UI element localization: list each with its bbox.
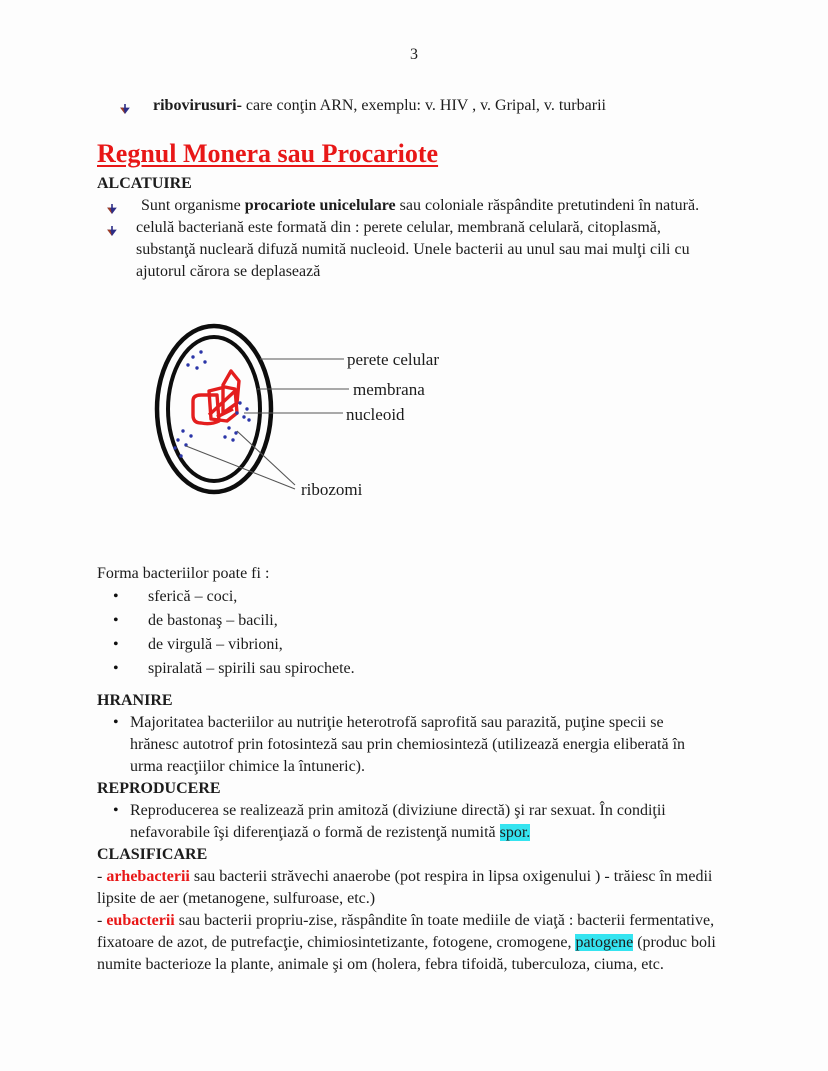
alcatuire-b2-line2: substanţă nucleară difuză numită nucleoid. Unele bacterii au unul sau mai mulţi cili cu xyxy=(136,241,690,258)
alcatuire-b2-line1: celulă bacteriană este formată din : perete celular, membrană celulară, citoplasmă, xyxy=(136,219,661,236)
eu-line2-pre: fixatoare de azot, de putrefacţie, chimiosintetizante, fotogene, cromogene, xyxy=(97,934,576,951)
list-item-virgula xyxy=(97,633,748,657)
list-item-ribovirusuri xyxy=(97,95,748,117)
hranire-line2: hrănesc autotrof prin fotosinteză sau prin chemiosinteză (utilizează energia eliberată în xyxy=(130,736,686,753)
bullet-dot-icon: • xyxy=(113,714,119,731)
forma-section xyxy=(97,563,748,681)
arrow-bullet-icon xyxy=(106,222,118,234)
hranire-paragraph xyxy=(97,712,748,778)
forma-item-label: de virgulă – vibrioni, xyxy=(148,636,283,653)
bullet-dot-icon: • xyxy=(113,802,119,819)
bullet-dot-icon: • xyxy=(113,588,119,605)
bacteria-cell-diagram xyxy=(97,319,748,509)
arrow-bullet-icon xyxy=(119,100,131,112)
alcatuire-b1-pre: Sunt organisme xyxy=(141,197,245,214)
diagram-label-membrana: membrana xyxy=(353,380,425,399)
alcatuire-b1-bold: procariote unicelulare xyxy=(244,197,396,214)
arhebacterii-paragraph xyxy=(97,866,748,910)
hranire-line1: Majoritatea bacteriilor au nutriţie heterotrofă saprofită sau parazită, puţine specii se xyxy=(130,714,664,731)
alcatuire-b1-post: sau coloniale răspândite pretutindeni în natură. xyxy=(395,197,700,214)
list-item-sferica xyxy=(97,585,748,609)
eu-dash: - xyxy=(97,912,107,929)
section-label-clasificare: CLASIFICARE xyxy=(97,846,208,863)
section-label-hranire: HRANIRE xyxy=(97,692,173,709)
forma-item-label: de bastonaş – bacili, xyxy=(148,612,278,629)
eu-line3: numite bacterioze la plante, animale şi om (holera, febra tifoidă, tuberculoza, ciuma, etc. xyxy=(97,956,664,973)
list-item-spiralata xyxy=(97,657,748,681)
intro-rest: care conţin ARN, exemplu: v. HIV , v. Gripal, v. turbarii xyxy=(241,97,606,114)
eubacterii-paragraph xyxy=(97,910,748,976)
bacteria-cell-svg xyxy=(97,319,517,509)
eu-line1: sau bacterii propriu-zise, răspândite în toate mediile de viaţă : bacterii fermentative, xyxy=(174,912,715,929)
term-arhebacterii: arhebacterii xyxy=(106,868,190,885)
page-number: 3 xyxy=(410,46,418,63)
list-item-organisme xyxy=(97,195,748,217)
arrow-bullet-icon xyxy=(106,200,118,212)
diagram-label-ribozomi: ribozomi xyxy=(301,480,363,499)
arhe-line1: sau bacterii străvechi anaerobe (pot respira in lipsa oxigenului ) - trăiesc în medii xyxy=(189,868,713,885)
list-item-bastonas xyxy=(97,609,748,633)
ribosome-dots xyxy=(173,350,250,457)
diagram-label-nucleoid: nucleoid xyxy=(346,405,405,424)
arhe-dash: - xyxy=(97,868,107,885)
list-item-celula-bacteriana xyxy=(97,217,748,283)
diagram-label-perete-celular: perete celular xyxy=(347,350,440,369)
forma-item-label: spiralată – spirili sau spirochete. xyxy=(148,660,355,677)
alcatuire-b2-line3: ajutorul cărora se deplasează xyxy=(136,263,321,280)
bullet-dot-icon: • xyxy=(113,636,119,653)
section-label-reproducere: REPRODUCERE xyxy=(97,780,221,797)
hranire-line3: urma reacţiilor chimice la întuneric). xyxy=(130,758,365,775)
eu-line2-post: (produc boli xyxy=(633,934,716,951)
nucleoid-scribble xyxy=(193,371,239,424)
arhe-line2: lipsite de aer (metanogene, sulfuroase, etc.) xyxy=(97,890,376,907)
forma-intro: Forma bacteriilor poate fi : xyxy=(97,565,270,582)
page-title: Regnul Monera sau Procariote xyxy=(97,139,439,168)
highlight-spor: spor. xyxy=(499,824,531,841)
reproducere-paragraph xyxy=(97,800,748,844)
bullet-dot-icon: • xyxy=(113,612,119,629)
section-label-alcatuire: ALCATUIRE xyxy=(97,175,192,192)
highlight-patogene: patogene xyxy=(575,934,634,951)
reproducere-line1: Reproducerea se realizează prin amitoză (diviziune directă) şi rar sexuat. În condiţii xyxy=(130,802,666,819)
page-content xyxy=(0,95,828,976)
reproducere-line2-pre: nefavorabile îşi diferenţiază o formă de rezistenţă numită xyxy=(130,824,500,841)
term-eubacterii: eubacterii xyxy=(106,912,175,929)
bullet-dot-icon: • xyxy=(113,660,119,677)
forma-item-label: sferică – coci, xyxy=(148,588,238,605)
intro-term: ribovirusuri- xyxy=(153,97,242,114)
